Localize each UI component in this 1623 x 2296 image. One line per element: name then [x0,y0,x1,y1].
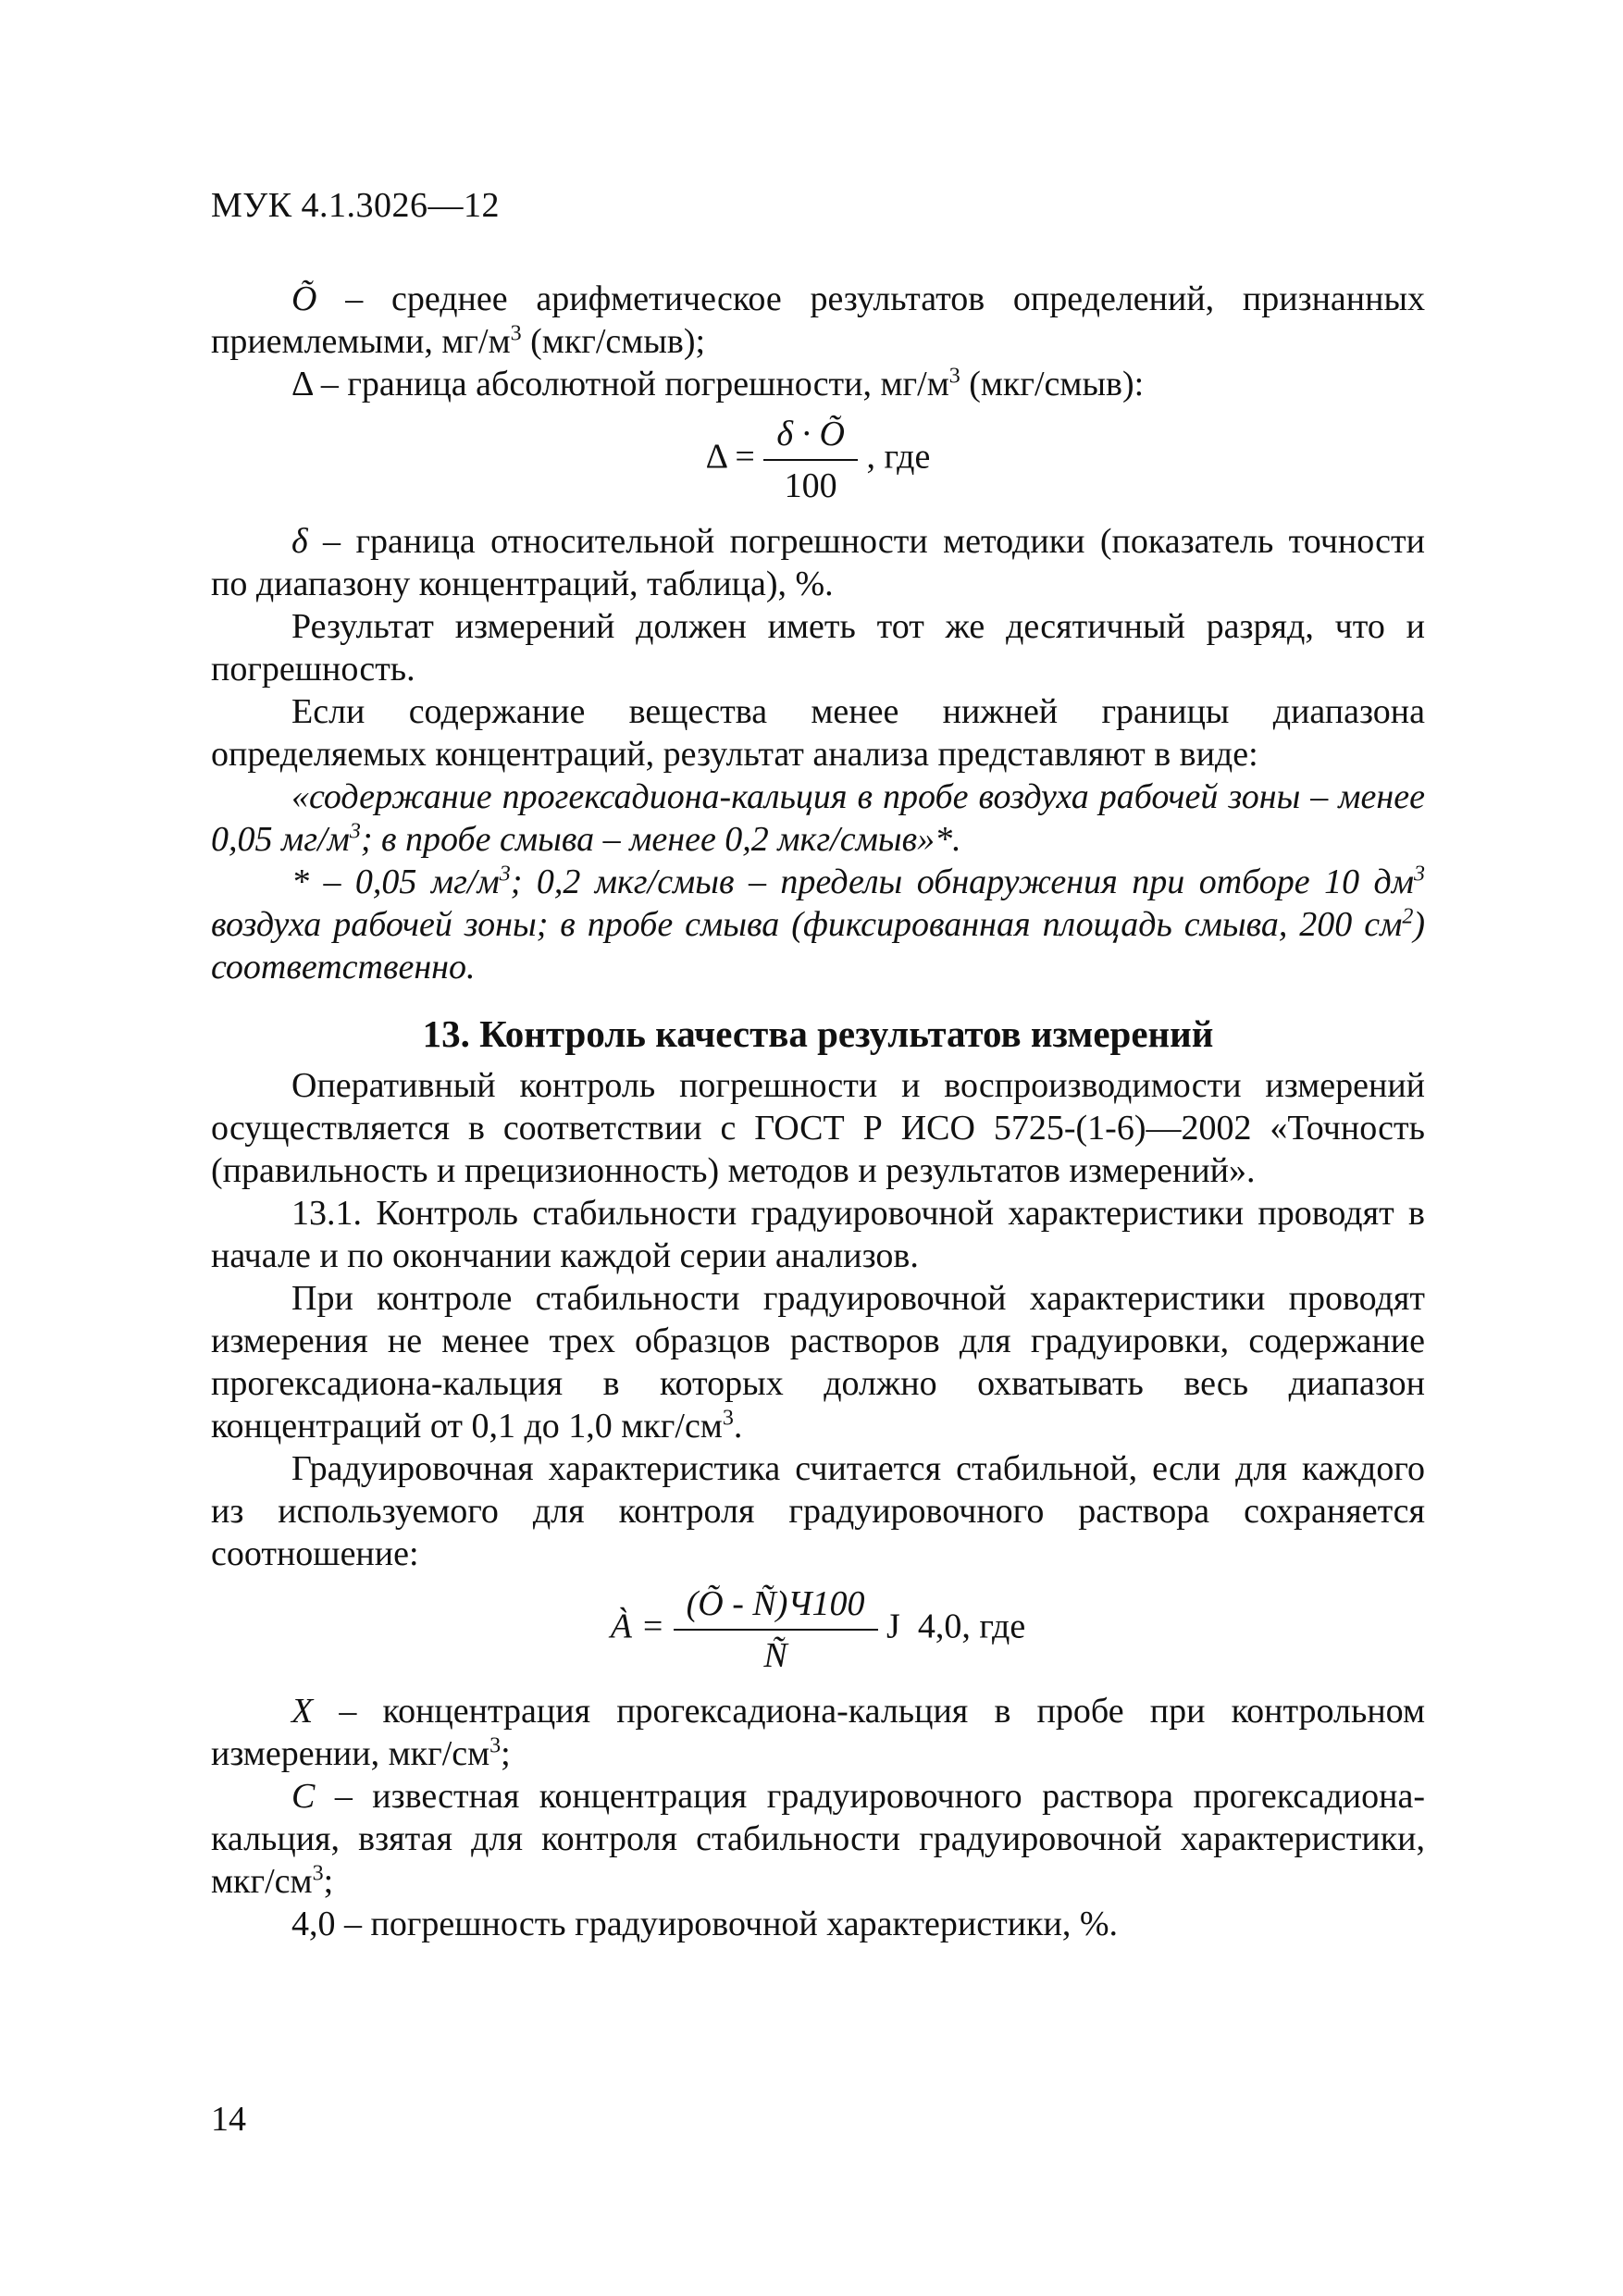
footnote-text-b: ; 0,2 мкг/смыв – пределы обнаружения при отборе 10 дм [510,863,1414,901]
footnote-text-c: воздуха рабочей зоны; в пробе смыва (фиксированная площадь смыва, 200 см [211,905,1403,944]
formula-lhs: Δ = [705,437,755,477]
paragraph-operational-control: Оперативный контроль погрешности и воспроизводимости измерений осуществляется в соответствии с ГОСТ Р ИСО 5725-(1-6)—2002 «Точность (правильность и прецизионность) методов и результатов измерений». [211,1066,1425,1190]
footnote-text-d: ) соответственно. [211,905,1425,987]
stability-control-tail: . [733,1407,743,1446]
mean-definition-text: – среднее арифметическое результатов определений, признанных приемлемыми, мг/м [211,279,1426,361]
mean-symbol: Õ [291,279,317,318]
superscript: 2 [1402,904,1414,929]
c-symbol: C [291,1777,316,1816]
paragraph-c-definition [211,1775,1425,1903]
mean-definition-tail: (мкг/смыв); [521,322,706,361]
stability-control-text: При контроле стабильности градуировочной характеристики проводят измерения не менее трех образцов растворов для градуировки, содержание прогексадиона-кальция в которых должно охватывать весь диапазон концентраций от 0,1 до 1,0 мкг/см [211,1279,1425,1446]
relative-error-text: – граница относительной погрешности методики (показатель точности по диапазону концентраций, таблица), %. [211,522,1425,603]
paragraph-stability-control [211,1277,1425,1447]
document-code: МУК 4.1.3026—12 [211,186,501,225]
c-definition-tail: ; [323,1862,334,1901]
paragraph-stability-criterion: Градуировочная характеристика считается стабильной, если для каждого из используемого для контроля градуировочного раствора сохраняется соотношение: [211,1449,1425,1573]
formula-value: 4,0 [917,1607,962,1646]
delta-definition-tail: (мкг/смыв): [960,365,1145,403]
superscript: 3 [499,862,511,887]
superscript: 3 [948,364,960,389]
x-symbol: X [291,1692,314,1731]
paragraph-result-precision: Результат измерений должен иметь тот же десятичный разряд, что и погрешность. [211,607,1425,689]
superscript: 3 [312,1861,324,1886]
formula-tail: , где [961,1607,1026,1646]
paragraph-mean-definition [211,278,1425,363]
formula-relation: J [886,1607,900,1646]
c-definition-text: – известная концентрация градуировочного раствора прогексадиона-кальция, взятая для контроля стабильности градуировочной характеристики, мкг/см [211,1777,1425,1901]
superscript: 3 [489,1733,502,1758]
result-form-text-a: «содержание прогексадиона-кальция в пробе воздуха рабочей зоны – менее 0,05 мг/м [211,777,1425,859]
paragraph-below-range: Если содержание вещества менее нижней границы диапазона определяемых концентраций, результат анализа представляют в виде: [211,692,1425,774]
page-number: 14 [211,2100,246,2139]
superscript: 3 [722,1406,734,1431]
paragraph-footnote [211,861,1425,988]
formula-fraction [763,413,858,507]
x-definition-tail: ; [501,1734,511,1773]
formula-denominator: 100 [784,466,837,505]
superscript: 3 [510,321,522,346]
paragraph-calibration-error: 4,0 – погрешность градуировочной характеристики, %. [291,1905,1118,1943]
formula-lhs: À = [610,1607,665,1646]
superscript: 3 [349,819,361,844]
footnote-text-a: * – 0,05 мг/м [291,863,500,901]
formula-tail: , где [866,437,931,477]
paragraph-result-form [211,776,1425,861]
formula-numerator: (Õ - Ñ)Ч100 [674,1582,878,1631]
section-title: 13. Контроль качества результатов измерений [422,1012,1214,1055]
result-form-text-b: ; в пробе смыва – менее 0,2 мкг/смыв»*. [360,820,961,859]
formula-fraction [674,1582,878,1677]
paragraph-relative-error [211,520,1425,605]
relative-error-symbol: δ [291,522,308,561]
paragraph-x-definition [211,1690,1425,1775]
superscript: 3 [1414,862,1425,887]
paragraph-13-1: 13.1. Контроль стабильности градуировочной характеристики проводят в начале и по окончании каждой серии анализов. [211,1194,1425,1275]
formula-absolute-error [211,413,1425,507]
formula-numerator: δ · Õ [763,413,858,461]
x-definition-text: – концентрация прогексадиона-кальция в пробе при контрольном измерении, мкг/см [211,1692,1425,1773]
formula-denominator: Ñ [763,1636,787,1675]
delta-symbol: Δ [291,365,313,403]
paragraph-delta-definition [211,363,1425,405]
formula-stability [211,1582,1425,1677]
delta-definition-text: – граница абсолютной погрешности, мг/м [312,365,949,403]
page-body [211,278,1425,1945]
